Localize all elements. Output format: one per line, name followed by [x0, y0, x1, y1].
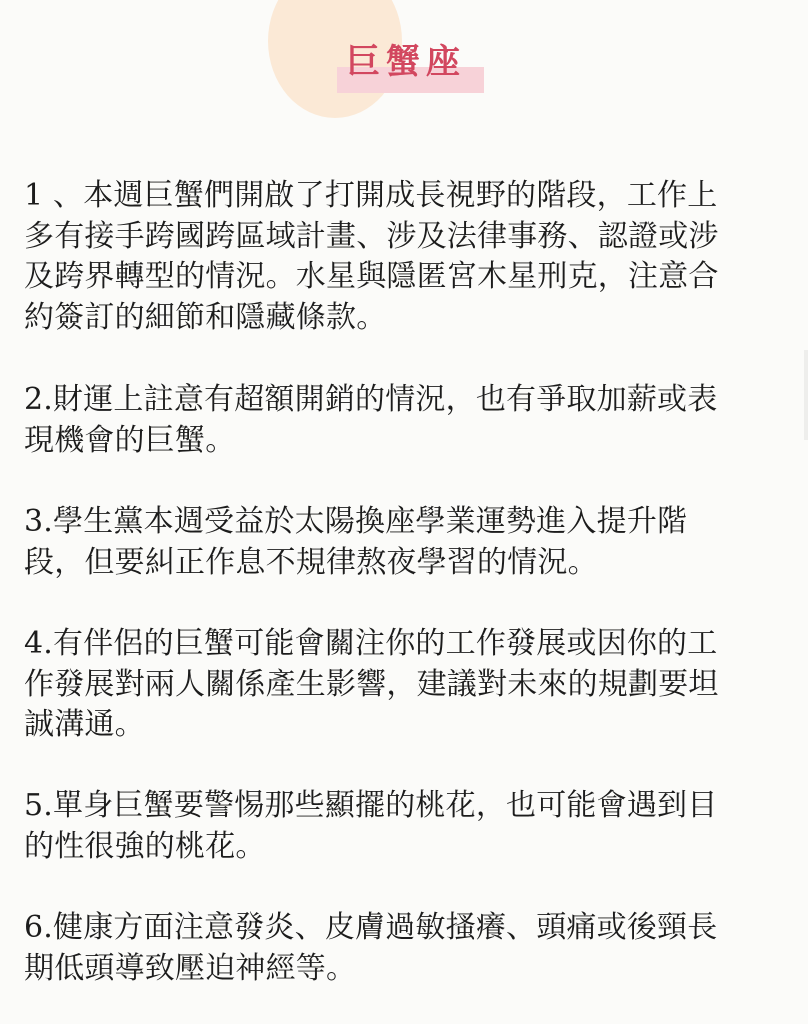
- paragraph-line: 期低頭導致壓迫神經等。: [24, 950, 357, 986]
- paragraph-line: 6.健康方面注意發炎、皮膚過敏搔癢、頭痛或後頸長: [24, 910, 718, 945]
- paragraph-line: 2.財運上註意有超額開銷的情況，也有爭取加薪或表: [24, 382, 718, 417]
- paragraph-line: 3.學生黨本週受益於太陽換座學業運勢進入提升階: [24, 504, 688, 539]
- paragraph-study: [24, 502, 687, 583]
- paragraph-line: 誠溝通。: [24, 707, 145, 743]
- paragraph-line: 段，但要糾正作息不規律熬夜學習的情況。: [24, 544, 598, 580]
- header: [0, 0, 808, 130]
- paragraph-line: 4.有伴侶的巨蟹可能會關注你的工作發展或因你的工: [24, 626, 718, 661]
- paragraph-single: [24, 786, 717, 867]
- paragraph-line: 現機會的巨蟹。: [24, 422, 236, 458]
- scrollbar[interactable]: [804, 350, 808, 440]
- paragraph-line: 及跨界轉型的情況。水星與隱匿宮木星刑克，注意合: [24, 259, 719, 295]
- paragraph-line: 1 、本週巨蟹們開啟了打開成長視野的階段，工作上: [24, 178, 718, 213]
- paragraph-line: 的性很強的桃花。: [24, 828, 266, 864]
- paragraph-career: [24, 176, 719, 339]
- paragraph-relationship: [24, 624, 719, 746]
- paragraph-health: [24, 908, 717, 989]
- paragraph-line: 作發展對兩人關係產生影響，建議對未來的規劃要坦: [24, 666, 719, 702]
- paragraph-finance: [24, 380, 717, 461]
- paragraph-line: 約簽訂的細節和隱藏條款。: [24, 300, 387, 336]
- paragraph-line: 5.單身巨蟹要警惕那些顯擺的桃花，也可能會遇到目: [24, 788, 718, 823]
- paragraph-line: 多有接手跨國跨區域計畫、涉及法律事務、認證或涉: [24, 218, 719, 254]
- page-title: 巨蟹座: [346, 42, 466, 82]
